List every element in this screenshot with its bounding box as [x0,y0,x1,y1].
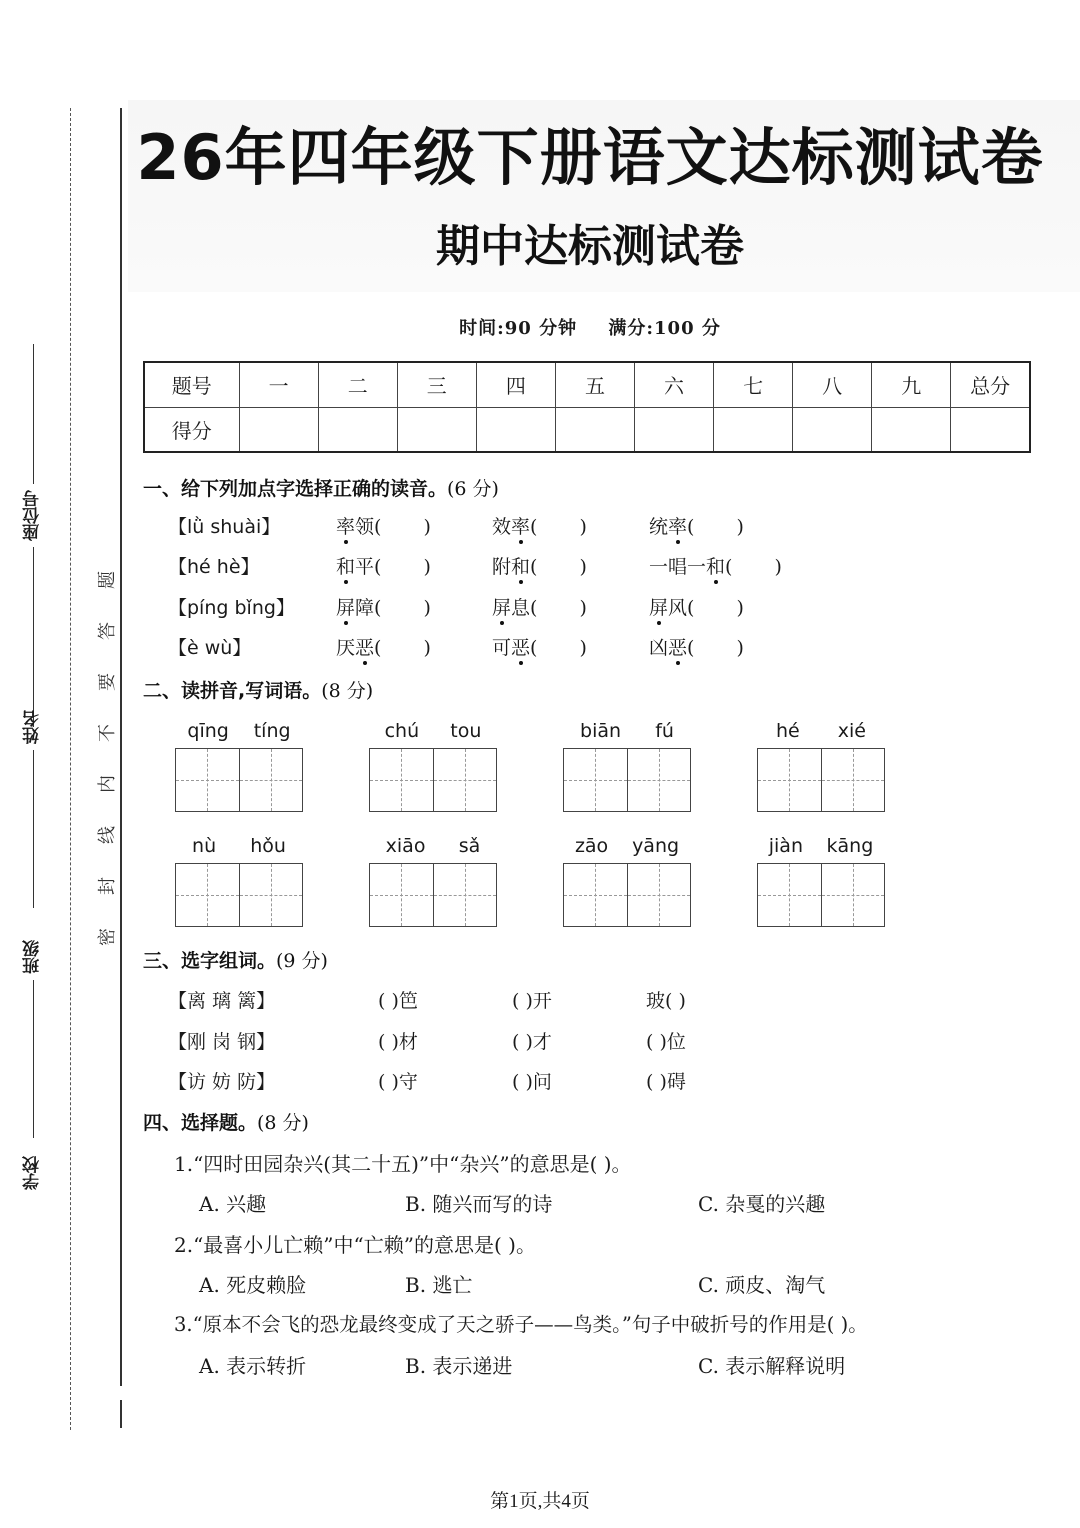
q1-word [649,552,782,579]
q3-option[interactable]: ( )开 [512,990,552,1012]
table-cell: 总分 [951,362,1030,407]
pinyin-syllable: yāng [632,835,680,857]
pinyin-syllable: nù [192,835,217,857]
seal-char: 答 [97,622,118,640]
word-part: 可 [492,637,512,659]
page-footer: 第1页,共4页 [490,1491,590,1512]
q1-pinyin: 【è wù】 [168,637,252,659]
q4-option[interactable]: B. 随兴而写的诗 [405,1192,553,1216]
table-cell: 八 [793,362,872,407]
pinyin-syllable: chú [384,720,420,742]
pinyin-writing-item [563,718,691,812]
word-part: ) [423,516,431,538]
pinyin-prompt [757,833,885,863]
seal-char: 内 [97,775,118,793]
school-field[interactable] [22,1150,44,1190]
seal-char: 线 [97,826,118,844]
score-table-score-row [144,407,1030,452]
binding-solid-line-lower [120,1400,122,1428]
seat-number-field[interactable] [22,344,44,727]
pinyin-syllable: hé [776,720,800,742]
name-label: 姓名 [23,710,43,744]
table-cell: 三 [397,362,476,407]
q4-option[interactable]: C. 表示解释说明 [698,1354,846,1378]
q4-option[interactable]: A. 死皮赖脸 [199,1273,307,1297]
pinyin-syllable: sǎ [458,835,481,857]
word-part: 一唱一 [649,556,707,578]
dotted-char: 屏 [336,597,356,619]
word-part: ( [530,556,538,578]
word-part: 息( [511,597,538,619]
score-input-cell[interactable] [397,407,476,452]
tianzige-cell[interactable] [240,749,303,811]
q3-option[interactable]: ( )才 [512,1031,552,1053]
q1-word [649,633,744,660]
score-input-cell[interactable] [634,407,713,452]
q1-word [336,593,431,620]
word-part: 平( [355,556,382,578]
pinyin-prompt [175,718,303,748]
dotted-char: 率 [336,516,356,538]
table-cell: 五 [555,362,634,407]
q1-points: (6 分) [447,478,499,500]
word-part: ( [725,556,733,578]
class-label: 班级 [23,940,43,974]
school-label: 学校 [23,1156,43,1190]
q1-word [492,633,587,660]
score-table-header-row [144,362,1030,407]
dotted-char: 和 [336,556,356,578]
word-part: 风( [668,597,695,619]
dotted-char: 和 [511,556,531,578]
seal-line-notice [94,568,122,976]
word-part: 障( [355,597,382,619]
tianzige-cell[interactable] [434,749,497,811]
pinyin-writing-item [369,718,497,812]
tianzige-cell[interactable] [758,864,822,926]
pinyin-prompt [369,833,497,863]
pinyin-syllable: xiāo [385,835,426,857]
seal-char: 密 [97,928,118,946]
q3-option[interactable]: ( )笆 [378,990,418,1012]
pinyin-writing-item [175,833,303,927]
q4-option[interactable]: B. 逃亡 [405,1273,473,1297]
q4-heading [143,1108,309,1135]
tianzige-grid[interactable] [563,863,691,927]
q4-option[interactable]: C. 顽皮、淘气 [698,1273,826,1297]
tianzige-cell[interactable] [240,864,303,926]
table-cell: 一 [239,362,318,407]
table-cell: 六 [634,362,713,407]
word-part: ) [579,637,587,659]
seal-char: 不 [97,724,118,742]
q1-word [336,552,431,579]
pinyin-writing-item [757,833,885,927]
pinyin-syllable: fú [655,720,674,742]
pinyin-syllable: kāng [826,835,874,857]
exam-time: 时间:90 分钟 [459,318,578,339]
seal-char: 封 [97,877,118,895]
word-part: 效 [492,516,512,538]
pinyin-syllable: hǒu [250,835,286,857]
word-part: 厌 [336,637,356,659]
score-input-cell[interactable] [318,407,397,452]
dotted-char: 恶 [668,637,688,659]
word-part: ) [423,637,431,659]
class-field[interactable] [22,934,44,1138]
q4-question-stem: 3.“原本不会飞的恐龙最终变成了天之骄子——鸟类。”句子中破折号的作用是( )。 [174,1313,868,1336]
tianzige-cell[interactable] [564,864,628,926]
q1-pinyin: 【píng bǐng】 [168,597,295,619]
q4-question-stem: 2.“最喜小儿亡赖”中“亡赖”的意思是( )。 [174,1233,536,1257]
name-field[interactable] [22,704,44,908]
word-part: ) [579,516,587,538]
tianzige-cell[interactable] [758,749,822,811]
pinyin-writing-item [757,718,885,812]
pinyin-prompt [563,833,691,863]
tianzige-cell[interactable] [370,864,434,926]
q3-option[interactable]: ( )问 [512,1071,552,1093]
pinyin-syllable: zāo [574,835,609,857]
tianzige-cell[interactable] [822,749,885,811]
word-part: ) [736,637,744,659]
pinyin-prompt [175,833,303,863]
score-input-cell[interactable] [951,407,1030,452]
table-cell: 七 [714,362,793,407]
pinyin-prompt [757,718,885,748]
pinyin-writing-item [175,718,303,812]
dotted-char: 和 [706,556,726,578]
pinyin-syllable: tíng [253,720,291,742]
q1-word [649,593,744,620]
word-part: 领( [355,516,382,538]
tianzige-grid[interactable] [175,863,303,927]
q1-word [492,552,587,579]
tianzige-cell[interactable] [628,749,691,811]
pinyin-syllable: xié [837,720,866,742]
pinyin-prompt [563,718,691,748]
word-part: ) [579,556,587,578]
word-part: ) [423,556,431,578]
q1-pinyin: 【hé hè】 [168,556,260,578]
tianzige-grid[interactable] [369,863,497,927]
seat-number-label: 座位号 [23,490,43,541]
pinyin-prompt [369,718,497,748]
q4-option[interactable]: A. 兴趣 [199,1192,267,1216]
tianzige-cell[interactable] [628,864,691,926]
tianzige-cell[interactable] [176,864,240,926]
page-title: 26年四年级下册语文达标测试卷 [136,121,1044,194]
q1-word [649,512,744,539]
q4-option[interactable]: A. 表示转折 [199,1354,307,1378]
time-info [140,314,1040,340]
tianzige-cell[interactable] [176,749,240,811]
score-input-cell[interactable] [476,407,555,452]
q3-char-group: 【离 璃 篱】 [168,990,276,1012]
tianzige-grid[interactable] [175,748,303,812]
q2-points: (8 分) [321,680,374,702]
tianzige-grid[interactable] [757,748,885,812]
q3-char-group: 【访 妨 防】 [168,1071,276,1093]
word-part: 附 [492,556,512,578]
dotted-char: 率 [668,516,688,538]
word-part: ( [530,516,538,538]
tianzige-cell[interactable] [370,749,434,811]
table-cell: 二 [318,362,397,407]
word-part: ) [579,597,587,619]
pinyin-writing-item [563,833,691,927]
word-part: ) [736,597,744,619]
dotted-char: 恶 [511,637,531,659]
q1-heading [143,474,499,501]
q3-option[interactable]: ( )守 [378,1071,418,1093]
tianzige-cell[interactable] [434,864,497,926]
pinyin-syllable: biān [580,720,622,742]
q1-heading-text: 一、给下列加点字选择正确的读音。 [143,478,448,500]
q4-option[interactable]: B. 表示递进 [405,1354,513,1378]
table-cell: 四 [476,362,555,407]
tianzige-grid[interactable] [563,748,691,812]
q3-option[interactable]: ( )材 [378,1031,418,1053]
word-part: 统 [649,516,669,538]
q3-option[interactable]: ( )碍 [646,1071,686,1093]
q3-option[interactable]: ( )位 [646,1031,686,1053]
word-part: 凶 [649,637,669,659]
seal-char: 要 [97,673,118,691]
dotted-char: 率 [511,516,531,538]
q4-question-stem: 1.“四时田园杂兴(其二十五)”中“杂兴”的意思是( )。 [174,1152,632,1176]
q1-word [492,593,587,620]
word-part: ( [530,637,538,659]
q4-option[interactable]: C. 杂戛的兴趣 [698,1192,826,1216]
table-cell: 题号 [144,362,239,407]
tianzige-grid[interactable] [369,748,497,812]
score-input-cell[interactable] [555,407,634,452]
score-input-cell[interactable] [239,407,318,452]
word-part: ) [423,597,431,619]
word-part: ) [774,556,782,578]
word-part: ( [374,637,382,659]
dotted-char: 恶 [355,637,375,659]
score-input-cell[interactable] [872,407,951,452]
dotted-char: 屏 [649,597,669,619]
dotted-char: 屏 [492,597,512,619]
q1-word [336,633,431,660]
q3-points: (9 分) [276,950,328,972]
q3-char-group: 【刚 岗 钢】 [168,1031,276,1053]
q3-option[interactable]: 玻( ) [646,990,686,1012]
q1-word [336,512,431,539]
word-part: ( [687,516,695,538]
q1-word [492,512,587,539]
q1-pinyin: 【lǜ shuài】 [168,516,281,538]
tianzige-cell[interactable] [564,749,628,811]
pinyin-syllable: tou [450,720,482,742]
q4-points: (8 分) [257,1112,309,1134]
score-table [143,361,1031,453]
table-cell: 九 [872,362,951,407]
score-input-cell[interactable] [714,407,793,452]
tianzige-cell[interactable] [822,864,885,926]
q2-heading-text: 二、读拼音,写词语。 [143,680,322,702]
q3-heading-text: 三、选字组词。 [143,950,277,972]
q4-heading-text: 四、选择题。 [143,1112,258,1134]
binding-dashed-line [70,108,71,1430]
tianzige-grid[interactable] [757,863,885,927]
q2-heading [143,676,373,703]
page-subtitle: 期中达标测试卷 [436,221,744,272]
word-part: ) [736,516,744,538]
full-score: 满分:100 分 [608,318,721,339]
q3-heading [143,946,328,973]
word-part: ( [687,637,695,659]
pinyin-writing-item [369,833,497,927]
table-cell: 得分 [144,407,239,452]
pinyin-syllable: jiàn [768,835,803,857]
seal-char: 题 [97,571,118,589]
score-input-cell[interactable] [793,407,872,452]
pinyin-syllable: qīng [187,720,229,742]
